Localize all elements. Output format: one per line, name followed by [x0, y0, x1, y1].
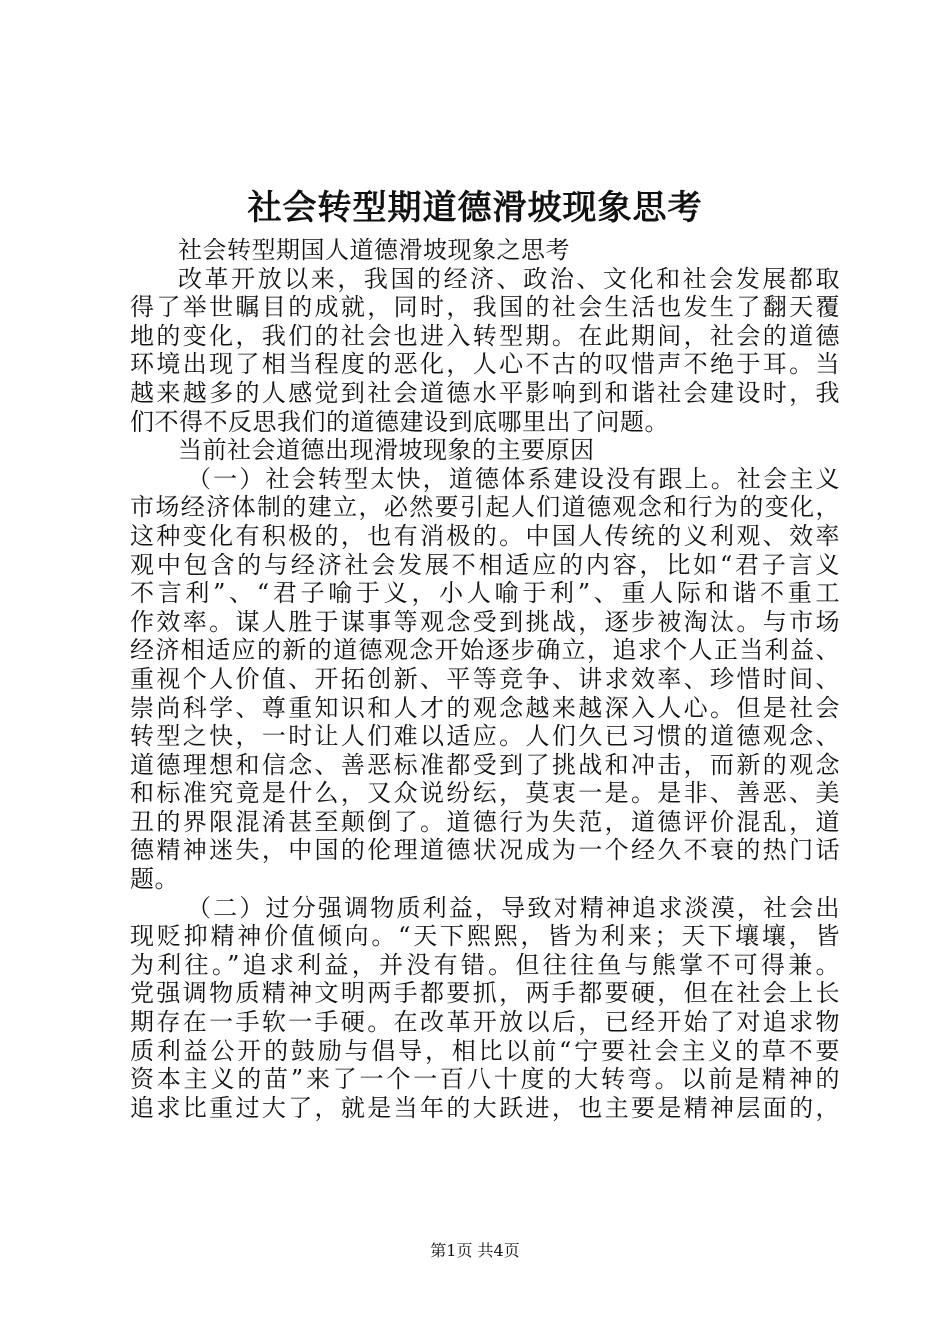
body-line: 市场经济体制的建立，必然要引起人们道德观念和行为的变化， — [130, 493, 840, 522]
body-line: （一）社会转型太快，道德体系建设没有跟上。社会主义 — [187, 464, 840, 493]
body-line: 丑的界限混淆甚至颠倒了。道德行为失范，道德评价混乱，道 — [130, 807, 840, 836]
body-line: 质利益公开的鼓励与倡导，相比以前“宁要社会主义的草不要 — [130, 1036, 840, 1065]
body-line: 当前社会道德出现滑坡现象的主要原因 — [178, 436, 595, 465]
body-line: 党强调物质精神文明两手都要抓，两手都要硬，但在社会上长 — [130, 979, 840, 1008]
body-line: 经济相适应的新的道德观念开始逐步确立，追求个人正当利益、 — [130, 636, 840, 665]
body-line: 德精神迷失，中国的伦理道德状况成为一个经久不衰的热门话 — [130, 836, 840, 865]
body-line: 社会转型期国人道德滑坡现象之思考 — [178, 236, 570, 264]
body-line: 环境出现了相当程度的恶化，人心不古的叹惜声不绝于耳。当 — [130, 350, 840, 379]
body-line: 地的变化，我们的社会也进入转型期。在此期间，社会的道德 — [130, 321, 840, 350]
body-line: （二）过分强调物质利益，导致对精神追求淡漠，社会出 — [187, 893, 840, 922]
body-line: 和标准究竟是什么，又众说纷纭，莫衷一是。是非、善恶、美 — [130, 779, 840, 808]
body-line: 道德理想和信念、善恶标准都受到了挑战和冲击，而新的观念 — [130, 750, 840, 779]
body-line: 转型之快，一时让人们难以适应。人们久已习惯的道德观念、 — [130, 722, 840, 751]
body-line: 资本主义的苗”来了一个一百八十度的大转弯。以前是精神的 — [130, 1065, 840, 1094]
body-line: 们不得不反思我们的道德建设到底哪里出了问题。 — [130, 407, 669, 436]
body-line: 越来越多的人感觉到社会道德水平影响到和谐社会建设时，我 — [130, 378, 840, 407]
body-line: 得了举世瞩目的成就，同时，我国的社会生活也发生了翻天覆 — [130, 293, 840, 322]
body-line: 作效率。谋人胜于谋事等观念受到挑战，逐步被淘汰。与市场 — [130, 607, 840, 636]
body-line: 改革开放以来，我国的经济、政治、文化和社会发展都取 — [178, 264, 840, 293]
body-line: 观中包含的与经济社会发展不相适应的内容，比如“君子言义 — [130, 550, 840, 579]
body-line: 期存在一手软一手硬。在改革开放以后，已经开始了对追求物 — [130, 1008, 840, 1037]
page-footer: 第1页 共4页 — [430, 1241, 520, 1260]
body-line: 题。 — [130, 865, 179, 894]
body-line: 追求比重过大了，就是当年的大跃进，也主要是精神层面的， — [130, 1093, 840, 1122]
body-line: 现贬抑精神价值倾向。“天下熙熙，皆为利来；天下壤壤，皆 — [130, 922, 840, 951]
document-body — [130, 236, 840, 1122]
body-line: 这种变化有积极的，也有消极的。中国人传统的义利观、效率 — [130, 521, 840, 550]
body-line: 不言利”、“君子喻于义，小人喻于利”、重人际和谐不重工 — [130, 579, 840, 608]
document-title: 社会转型期道德滑坡现象思考 — [247, 188, 703, 228]
body-line: 重视个人价值、开拓创新、平等竞争、讲求效率、珍惜时间、 — [130, 664, 840, 693]
body-line: 崇尚科学、尊重知识和人才的观念越来越深入人心。但是社会 — [130, 693, 840, 722]
body-line: 为利往。”追求利益，并没有错。但往往鱼与熊掌不可得兼。 — [130, 950, 840, 979]
